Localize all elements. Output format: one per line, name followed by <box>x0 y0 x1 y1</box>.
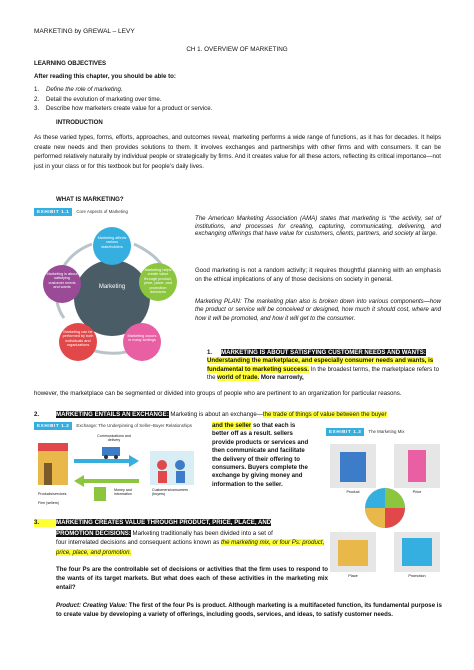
point-2-right <box>212 422 312 489</box>
value-label: Marketing helps create value through product, price, place, and promotion decisions <box>144 268 172 295</box>
point-3-number: 3. <box>34 519 56 527</box>
needs-label: Marketing is about satisfying customer needs and wants <box>46 272 78 290</box>
product-text: The first of the four Ps is product. Although marketing is a multifaceted function, its fundamental purpose is to create value by developing a variety of offerings, including goods, services, and ideas, to satisfy customer needs. <box>56 602 442 618</box>
exhibit-title: Exchange: The Underpinning of Seller–Buyer Relationships <box>76 423 193 428</box>
exhibit-header <box>34 208 189 216</box>
settings-label: Marketing occurs in many settings <box>127 334 157 343</box>
objective-item: 2. Detail the evolution of marketing over time. <box>34 95 162 103</box>
mix-place-label: Place <box>348 574 358 578</box>
truck-icon <box>102 447 120 456</box>
mix-product-label: Product <box>346 490 360 494</box>
exhibit-1-1 <box>34 208 189 376</box>
good-marketing-paragraph: Good marketing is not a random activity; it requires thoughtful planning with an emphasis on the ethical implications of any of those decisions on society in general. <box>195 267 441 283</box>
marketing-mix-highlight: the marketing mix, or four Ps: product, price, place, and promotion. <box>56 539 325 556</box>
money-icon <box>94 487 106 501</box>
exhibit-tag: EXHIBIT 1.2 <box>34 422 72 430</box>
point-3-text-2: four interrelated decisions and consequent actions known as <box>56 539 221 547</box>
point-2 <box>34 411 444 419</box>
point-3-title-line <box>34 519 324 527</box>
exhibit-header <box>34 422 209 430</box>
point-2-text: Marketing is about an exchange— <box>168 411 263 418</box>
point-1-title: MARKETING IS ABOUT SATISFYING CUSTOMER NEEDS AND WANTS: <box>221 349 426 356</box>
stakeholders-label: Marketing affects various stakeholders <box>97 236 127 249</box>
point-2-right-text: so that each is better off as a result. sellers provide products or services and then communicate and facilitate the delivery of their offering to consumers. <box>212 422 309 472</box>
point-3-text: Marketing traditionally has been divided into a set of <box>130 530 273 537</box>
center-label: Marketing <box>98 284 126 290</box>
label-money: Money and information <box>114 488 132 497</box>
objectives-lead: After reading this chapter, you should be able to: <box>34 73 176 80</box>
point-1 <box>207 349 441 383</box>
customers-icon <box>150 451 194 485</box>
point-2-highlight-2: and the seller <box>212 422 252 429</box>
point-3-title-2: PROMOTION DECISIONS: <box>56 530 131 537</box>
objective-item: 3. Describe how marketers create value for a product or service. <box>34 105 213 112</box>
point-3-body <box>56 529 326 557</box>
ama-definition: The American Marketing Association (AMA) states that marketing is “the activity, set of institutions, and processes for creating, capturing, communicating, delivering, and exchanging offerings that have value for customers, clients, partners, and society at large. <box>195 215 441 238</box>
intro-paragraph: As these varied types, forms, efforts, approaches, and outcomes reveal, marketing performs a wide range of functions, as it has for decades. It helps create new needs and then provides solutions to them. It involves exchanges and partnerships with other firms and with consumers. It can be performed relatively naturally by individual people or strategically by firms. And it creates value for all these actors, reflecting its critical importance—not just in your class or for this textbook but for people’s daily lives. <box>34 134 441 170</box>
world-of-trade: world of trade. <box>217 374 260 382</box>
plan-label: Marketing PLAN: <box>195 298 242 305</box>
point-2-title: MARKETING ENTAILS AN EXCHANGE: <box>56 411 169 418</box>
marketing-mix-diagram <box>326 438 444 578</box>
point-1-text: In the broadest terms, the marketplace refers to the <box>207 365 439 382</box>
exhibit-1-2 <box>34 422 209 512</box>
exhibit-header <box>326 428 444 436</box>
label-products: Products/services <box>38 492 67 496</box>
book-title: MARKETING by GREWAL – LEVY <box>34 28 135 35</box>
product-label: Product: Creating Value: <box>56 602 128 609</box>
mix-promotion-label: Promotion <box>408 574 426 578</box>
chapter-title: CH 1. OVERVIEW OF MARKETING <box>186 46 288 53</box>
point-2-number: 2. <box>34 411 40 418</box>
label-customers: Customers/consumers (buyers) <box>152 488 188 497</box>
point-3-title: MARKETING CREATES VALUE THROUGH PRODUCT, PRICE, PLACE, AND <box>56 519 272 526</box>
exhibit-tag: EXHIBIT 1.1 <box>34 208 72 216</box>
four-ps-paragraph: The four Ps are the controllable set of decisions or activities that the firm uses to respond to the wants of its target markets. But what does each of these activities in the marketing mix entail? <box>56 566 328 591</box>
objective-item: 1. Define the role of marketing. <box>34 86 123 93</box>
point-1-text-2: More narrowly, <box>259 374 304 382</box>
performers-label: Marketing can be performed by both individuals and organizations <box>62 330 94 348</box>
mix-price-label: Price <box>412 490 422 494</box>
label-communications: Communications and delivery <box>97 434 131 443</box>
objectives-list <box>34 86 434 115</box>
exhibit-title: The Marketing Mix <box>368 429 405 434</box>
marketing-plan-paragraph <box>195 298 441 323</box>
exhibit-1-3 <box>326 428 444 578</box>
point-1-number: 1. <box>207 349 213 356</box>
plan-text: The marketing plan also is broken down into various components—how the product or service will be conceived or designed, how much it should cost, where and how it will be promoted, and how it will get to the consumer. <box>195 298 441 322</box>
exhibit-title: Core Aspects of Marketing <box>76 209 128 214</box>
point-2-buyers: Buyers complete the exchange by giving money and information to the seller. <box>212 464 308 488</box>
product-paragraph <box>56 602 444 619</box>
point-2-highlight: the trade of things of value between the buyer <box>262 411 387 418</box>
what-heading: WHAT IS MARKETING? <box>56 196 124 203</box>
point-1-highlight: Understanding the marketplace, and especially consumer needs and wants, is fundamental to marketing success. <box>207 357 434 373</box>
objectives-heading: LEARNING OBJECTIVES <box>34 60 107 67</box>
point-1-continuation: however, the marketplace can be segmented or divided into groups of people who are pertinent to an organization for particular reasons. <box>34 390 402 397</box>
exhibit-tag: EXHIBIT 1.3 <box>326 428 364 436</box>
label-firm: Firm (sellers) <box>38 501 59 505</box>
store-icon <box>38 449 68 485</box>
intro-heading: INTRODUCTION <box>56 119 103 126</box>
